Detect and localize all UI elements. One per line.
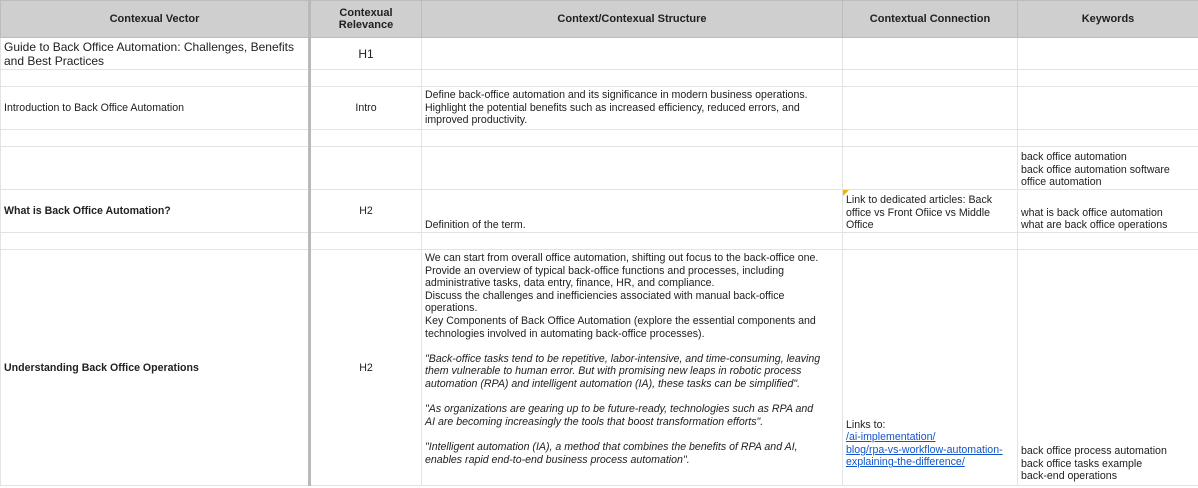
header-contexual-vector[interactable]: Contexual Vector bbox=[1, 1, 310, 38]
links-label: Links to: bbox=[846, 418, 886, 431]
cell-relevance[interactable] bbox=[310, 70, 422, 87]
cell-relevance[interactable]: H2 bbox=[310, 190, 422, 233]
cell-relevance[interactable]: Intro bbox=[310, 87, 422, 130]
cell-vector[interactable]: Understanding Back Office Operations bbox=[1, 250, 310, 486]
keyword: what are back office operations bbox=[1021, 219, 1168, 232]
cell-connection[interactable] bbox=[843, 147, 1018, 190]
link-ai-implementation[interactable]: /ai-implementation/ bbox=[846, 431, 936, 444]
keyword: back office automation bbox=[1021, 151, 1127, 164]
keyword: office automation bbox=[1021, 176, 1102, 189]
quote-line: "As organizations are gearing up to be future-ready, technologies such as RPA and bbox=[425, 403, 814, 416]
cell-relevance[interactable] bbox=[310, 233, 422, 250]
cell-structure[interactable] bbox=[422, 70, 843, 87]
text-line: Highlight the potential benefits such as increased efficiency, reduced errors, and bbox=[425, 101, 800, 114]
cell-structure[interactable] bbox=[422, 38, 843, 70]
cell-connection[interactable] bbox=[843, 190, 1018, 233]
cell-keywords[interactable] bbox=[1018, 130, 1198, 147]
table-row bbox=[1, 250, 1198, 486]
quote-line: "Back-office tasks tend to be repetitive, labor-intensive, and time-consuming, leaving bbox=[425, 352, 821, 365]
cell-relevance[interactable]: H1 bbox=[310, 38, 422, 70]
table-row bbox=[1, 38, 1198, 70]
cell-keywords[interactable] bbox=[1018, 87, 1198, 130]
text-line: We can start from overall office automation, shifting out focus to the back-office one. bbox=[425, 252, 819, 264]
link-rpa-vs-workflow[interactable]: blog/rpa-vs-workflow-automation- bbox=[846, 443, 1003, 456]
cell-vector[interactable] bbox=[1, 233, 310, 250]
keyword: back office automation software bbox=[1021, 163, 1170, 176]
link-rpa-vs-workflow-cont[interactable]: explaining-the-difference/ bbox=[846, 456, 965, 469]
cell-relevance[interactable]: H2 bbox=[310, 250, 422, 486]
cell-structure[interactable] bbox=[422, 147, 843, 190]
table-row bbox=[1, 70, 1198, 87]
text-line: Define back-office automation and its significance in modern business operations. bbox=[425, 89, 808, 102]
table-row bbox=[1, 87, 1198, 130]
table-row bbox=[1, 233, 1198, 250]
table-row bbox=[1, 190, 1198, 233]
cell-structure[interactable] bbox=[422, 250, 843, 486]
table-row bbox=[1, 130, 1198, 147]
cell-vector[interactable] bbox=[1, 130, 310, 147]
cell-structure[interactable] bbox=[422, 130, 843, 147]
cell-connection[interactable] bbox=[843, 233, 1018, 250]
cell-vector[interactable]: What is Back Office Automation? bbox=[1, 190, 310, 233]
quote-line: "Intelligent automation (IA), a method that combines the benefits of RPA and AI, bbox=[425, 440, 798, 453]
quote-line: automation (RPA) and intelligent automation (IA), these tasks can be simplified". bbox=[425, 377, 801, 390]
cell-connection[interactable] bbox=[843, 130, 1018, 147]
text-line: Key Components of Back Office Automation (explore the essential components and bbox=[425, 314, 816, 327]
cell-keywords[interactable] bbox=[1018, 147, 1198, 190]
keyword: back-end operations bbox=[1021, 470, 1117, 483]
cell-vector[interactable] bbox=[1, 147, 310, 190]
keyword: what is back office automation bbox=[1021, 206, 1163, 219]
cell-structure[interactable] bbox=[422, 87, 843, 130]
cell-vector[interactable] bbox=[1, 70, 310, 87]
header-context-structure[interactable]: Context/Contexual Structure bbox=[422, 1, 843, 38]
quote-line: AI are becoming increasingly the tools that boost transformation efforts". bbox=[425, 415, 764, 428]
keyword: back office process automation bbox=[1021, 445, 1167, 458]
text-line: Link to dedicated articles: Back bbox=[846, 194, 993, 207]
quote-line: enables rapid end-to-end business process automation". bbox=[425, 453, 690, 466]
cell-connection[interactable] bbox=[843, 87, 1018, 130]
header-contextual-connection[interactable]: Contextual Connection bbox=[843, 1, 1018, 38]
header-row bbox=[1, 1, 1198, 38]
cell-connection[interactable] bbox=[843, 250, 1018, 486]
text-line: Discuss the challenges and inefficiencies associated with manual back-office bbox=[425, 289, 785, 302]
text-line: operations. bbox=[425, 302, 478, 315]
cell-relevance[interactable] bbox=[310, 130, 422, 147]
cell-vector[interactable]: Guide to Back Office Automation: Challenges, Benefits and Best Practices bbox=[1, 38, 310, 70]
cell-relevance[interactable] bbox=[310, 147, 422, 190]
table-row bbox=[1, 147, 1198, 190]
text-line: Office bbox=[846, 219, 874, 232]
text-line: Provide an overview of typical back-office functions and processes, including bbox=[425, 264, 785, 277]
keyword: back office tasks example bbox=[1021, 457, 1143, 470]
cell-keywords[interactable] bbox=[1018, 233, 1198, 250]
header-contexual-relevance[interactable]: Contexual Relevance bbox=[310, 1, 422, 38]
text-line: office vs Front Ofiice vs Middle bbox=[846, 206, 991, 219]
cell-keywords[interactable] bbox=[1018, 250, 1198, 486]
cell-vector[interactable]: Introduction to Back Office Automation bbox=[1, 87, 310, 130]
cell-keywords[interactable] bbox=[1018, 70, 1198, 87]
cell-structure[interactable] bbox=[422, 233, 843, 250]
cell-connection[interactable] bbox=[843, 38, 1018, 70]
cell-structure[interactable]: Definition of the term. bbox=[422, 190, 843, 233]
text-line: technologies involved in automating back-office processes). bbox=[425, 327, 705, 340]
cell-keywords[interactable] bbox=[1018, 38, 1198, 70]
cell-connection[interactable] bbox=[843, 70, 1018, 87]
text-line: improved productivity. bbox=[425, 114, 528, 127]
header-keywords[interactable]: Keywords bbox=[1018, 1, 1198, 38]
quote-line: them vulnerable to human error. But with promising new leaps in robotic process bbox=[425, 365, 802, 378]
text-line: administrative tasks, data entry, finance, HR, and compliance. bbox=[425, 277, 715, 290]
cell-keywords[interactable] bbox=[1018, 190, 1198, 233]
